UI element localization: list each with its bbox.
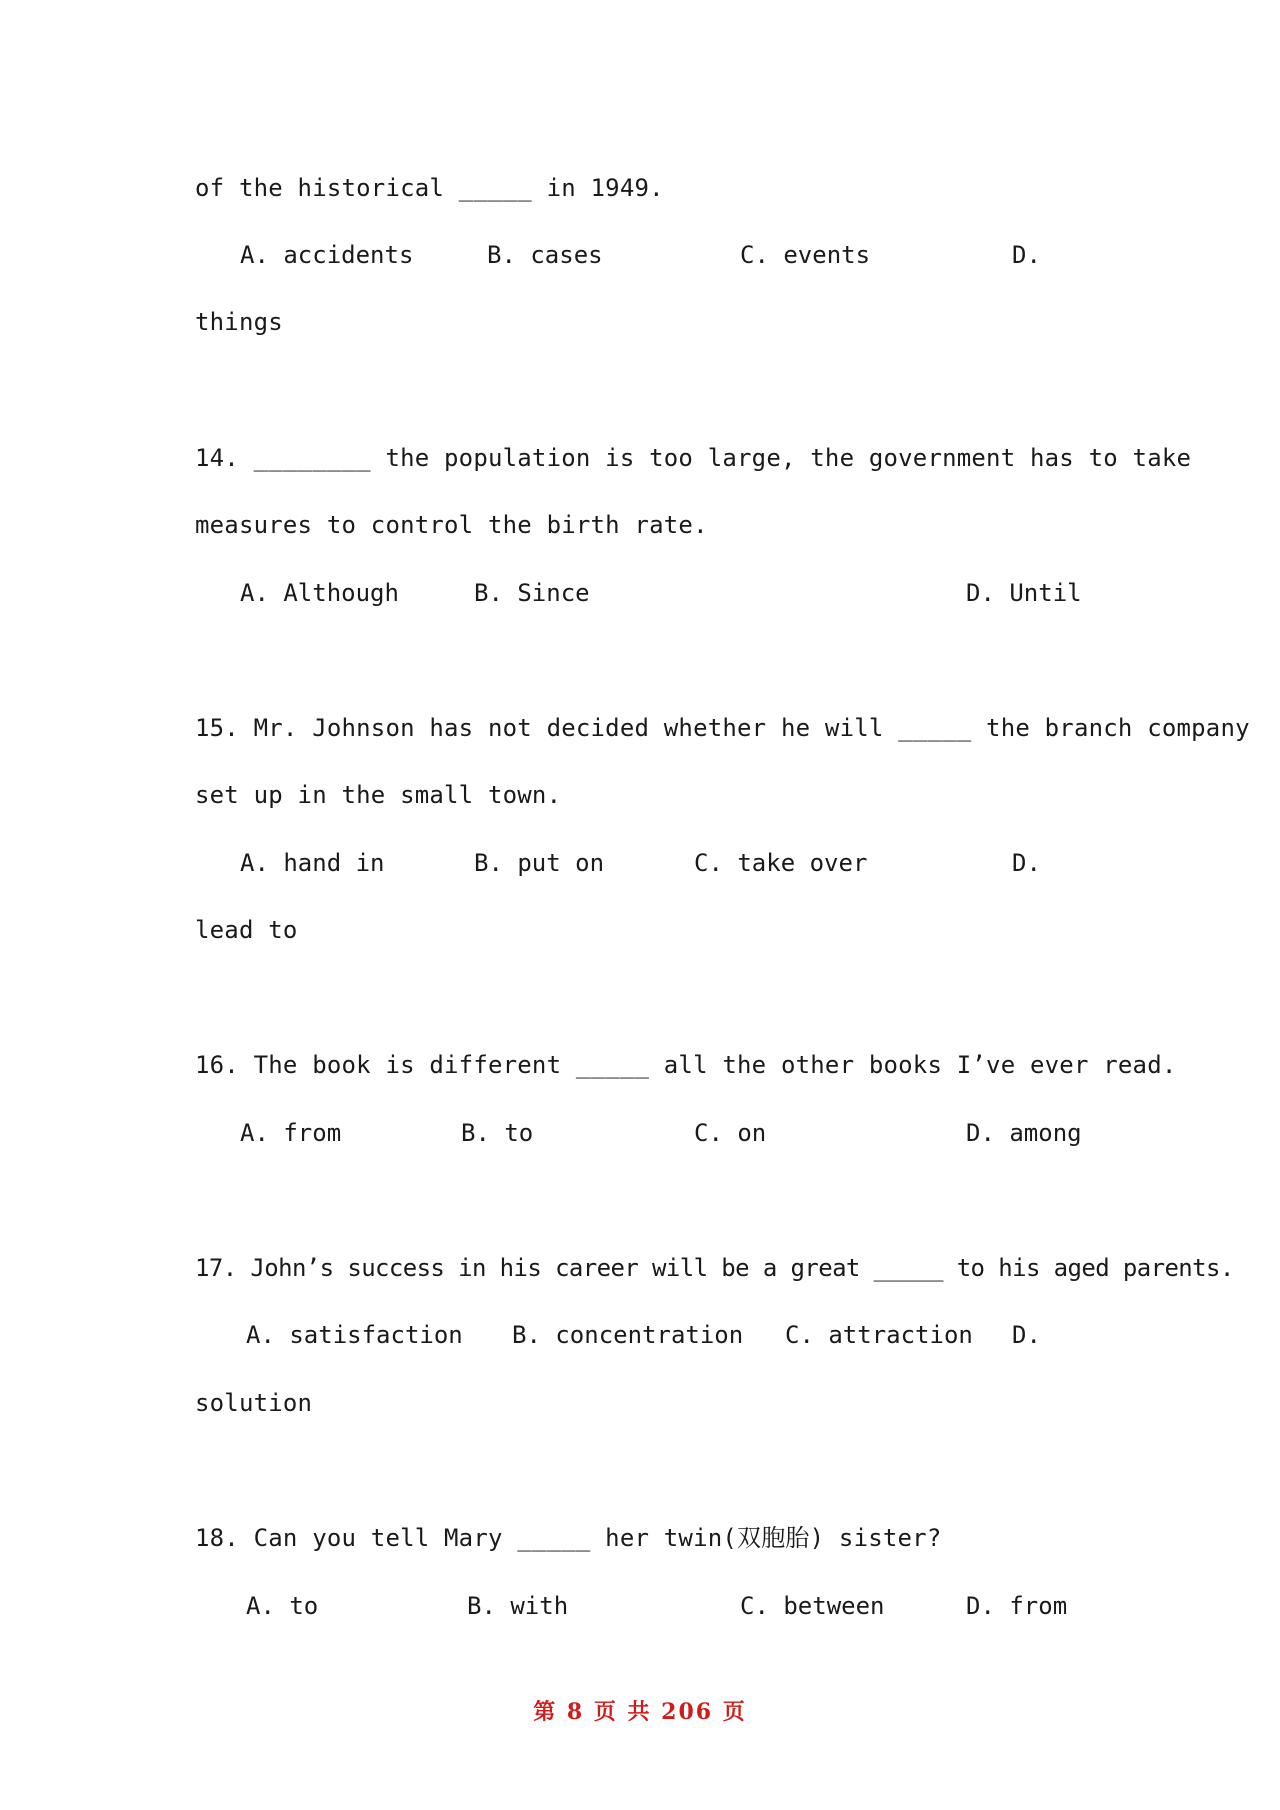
question-13-option-c: C. events — [740, 241, 871, 269]
question-15-option-b: B. put on — [474, 849, 605, 877]
question-15-option-d-text: lead to — [195, 916, 298, 944]
question-13-option-b: B. cases — [487, 241, 603, 269]
question-16-option-a: A. from — [240, 1119, 342, 1147]
question-16-option-d: D. among — [966, 1119, 1082, 1147]
question-17-option-a: A. satisfaction — [246, 1321, 463, 1349]
question-16-option-b: B. to — [461, 1119, 534, 1147]
page-number-footer: 第 8 页 共 206 页 — [533, 1699, 747, 1725]
question-14-stem-line-2: measures to control the birth rate. — [195, 511, 708, 539]
question-17-option-c: C. attraction — [785, 1321, 973, 1349]
question-14-option-a: A. Although — [240, 579, 399, 607]
question-18-option-b: B. with — [467, 1592, 569, 1620]
question-15-option-a: A. hand in — [240, 849, 385, 877]
question-14-option-b: B. Since — [474, 579, 590, 607]
question-16-option-c: C. on — [694, 1119, 767, 1147]
question-13-option-a: A. accidents — [240, 241, 414, 269]
question-13-stem-line-2: of the historical _____ in 1949. — [195, 174, 664, 202]
question-18-option-d: D. from — [966, 1592, 1068, 1620]
question-17-option-b: B. concentration — [512, 1321, 744, 1349]
question-18-stem-line-1: 18. Can you tell Mary _____ her twin(双胞胎) sister? — [195, 1524, 942, 1552]
question-17-option-d: D. — [1012, 1321, 1041, 1349]
question-14-option-d: D. Until — [966, 579, 1082, 607]
question-13-option-d: D. — [1012, 241, 1041, 269]
question-18-option-a: A. to — [246, 1592, 319, 1620]
question-17-option-d-text: solution — [195, 1389, 313, 1417]
question-17-stem-line-1: 17. John’s success in his career will be a great _____ to his aged parents. — [195, 1254, 1234, 1282]
question-15-option-d: D. — [1012, 849, 1041, 877]
question-15-option-c: C. take over — [694, 849, 868, 877]
question-18-option-c: C. between — [740, 1592, 885, 1620]
question-15-stem-line-1: 15. Mr. Johnson has not decided whether he will _____ the branch company — [195, 714, 1250, 742]
question-13-option-d-text: things — [195, 308, 283, 336]
question-15-stem-line-2: set up in the small town. — [195, 781, 562, 809]
question-14-stem-line-1: 14. ________ the population is too large, the government has to take — [195, 444, 1192, 472]
question-16-stem-line-1: 16. The book is different _____ all the other books I’ve ever read. — [195, 1051, 1177, 1079]
